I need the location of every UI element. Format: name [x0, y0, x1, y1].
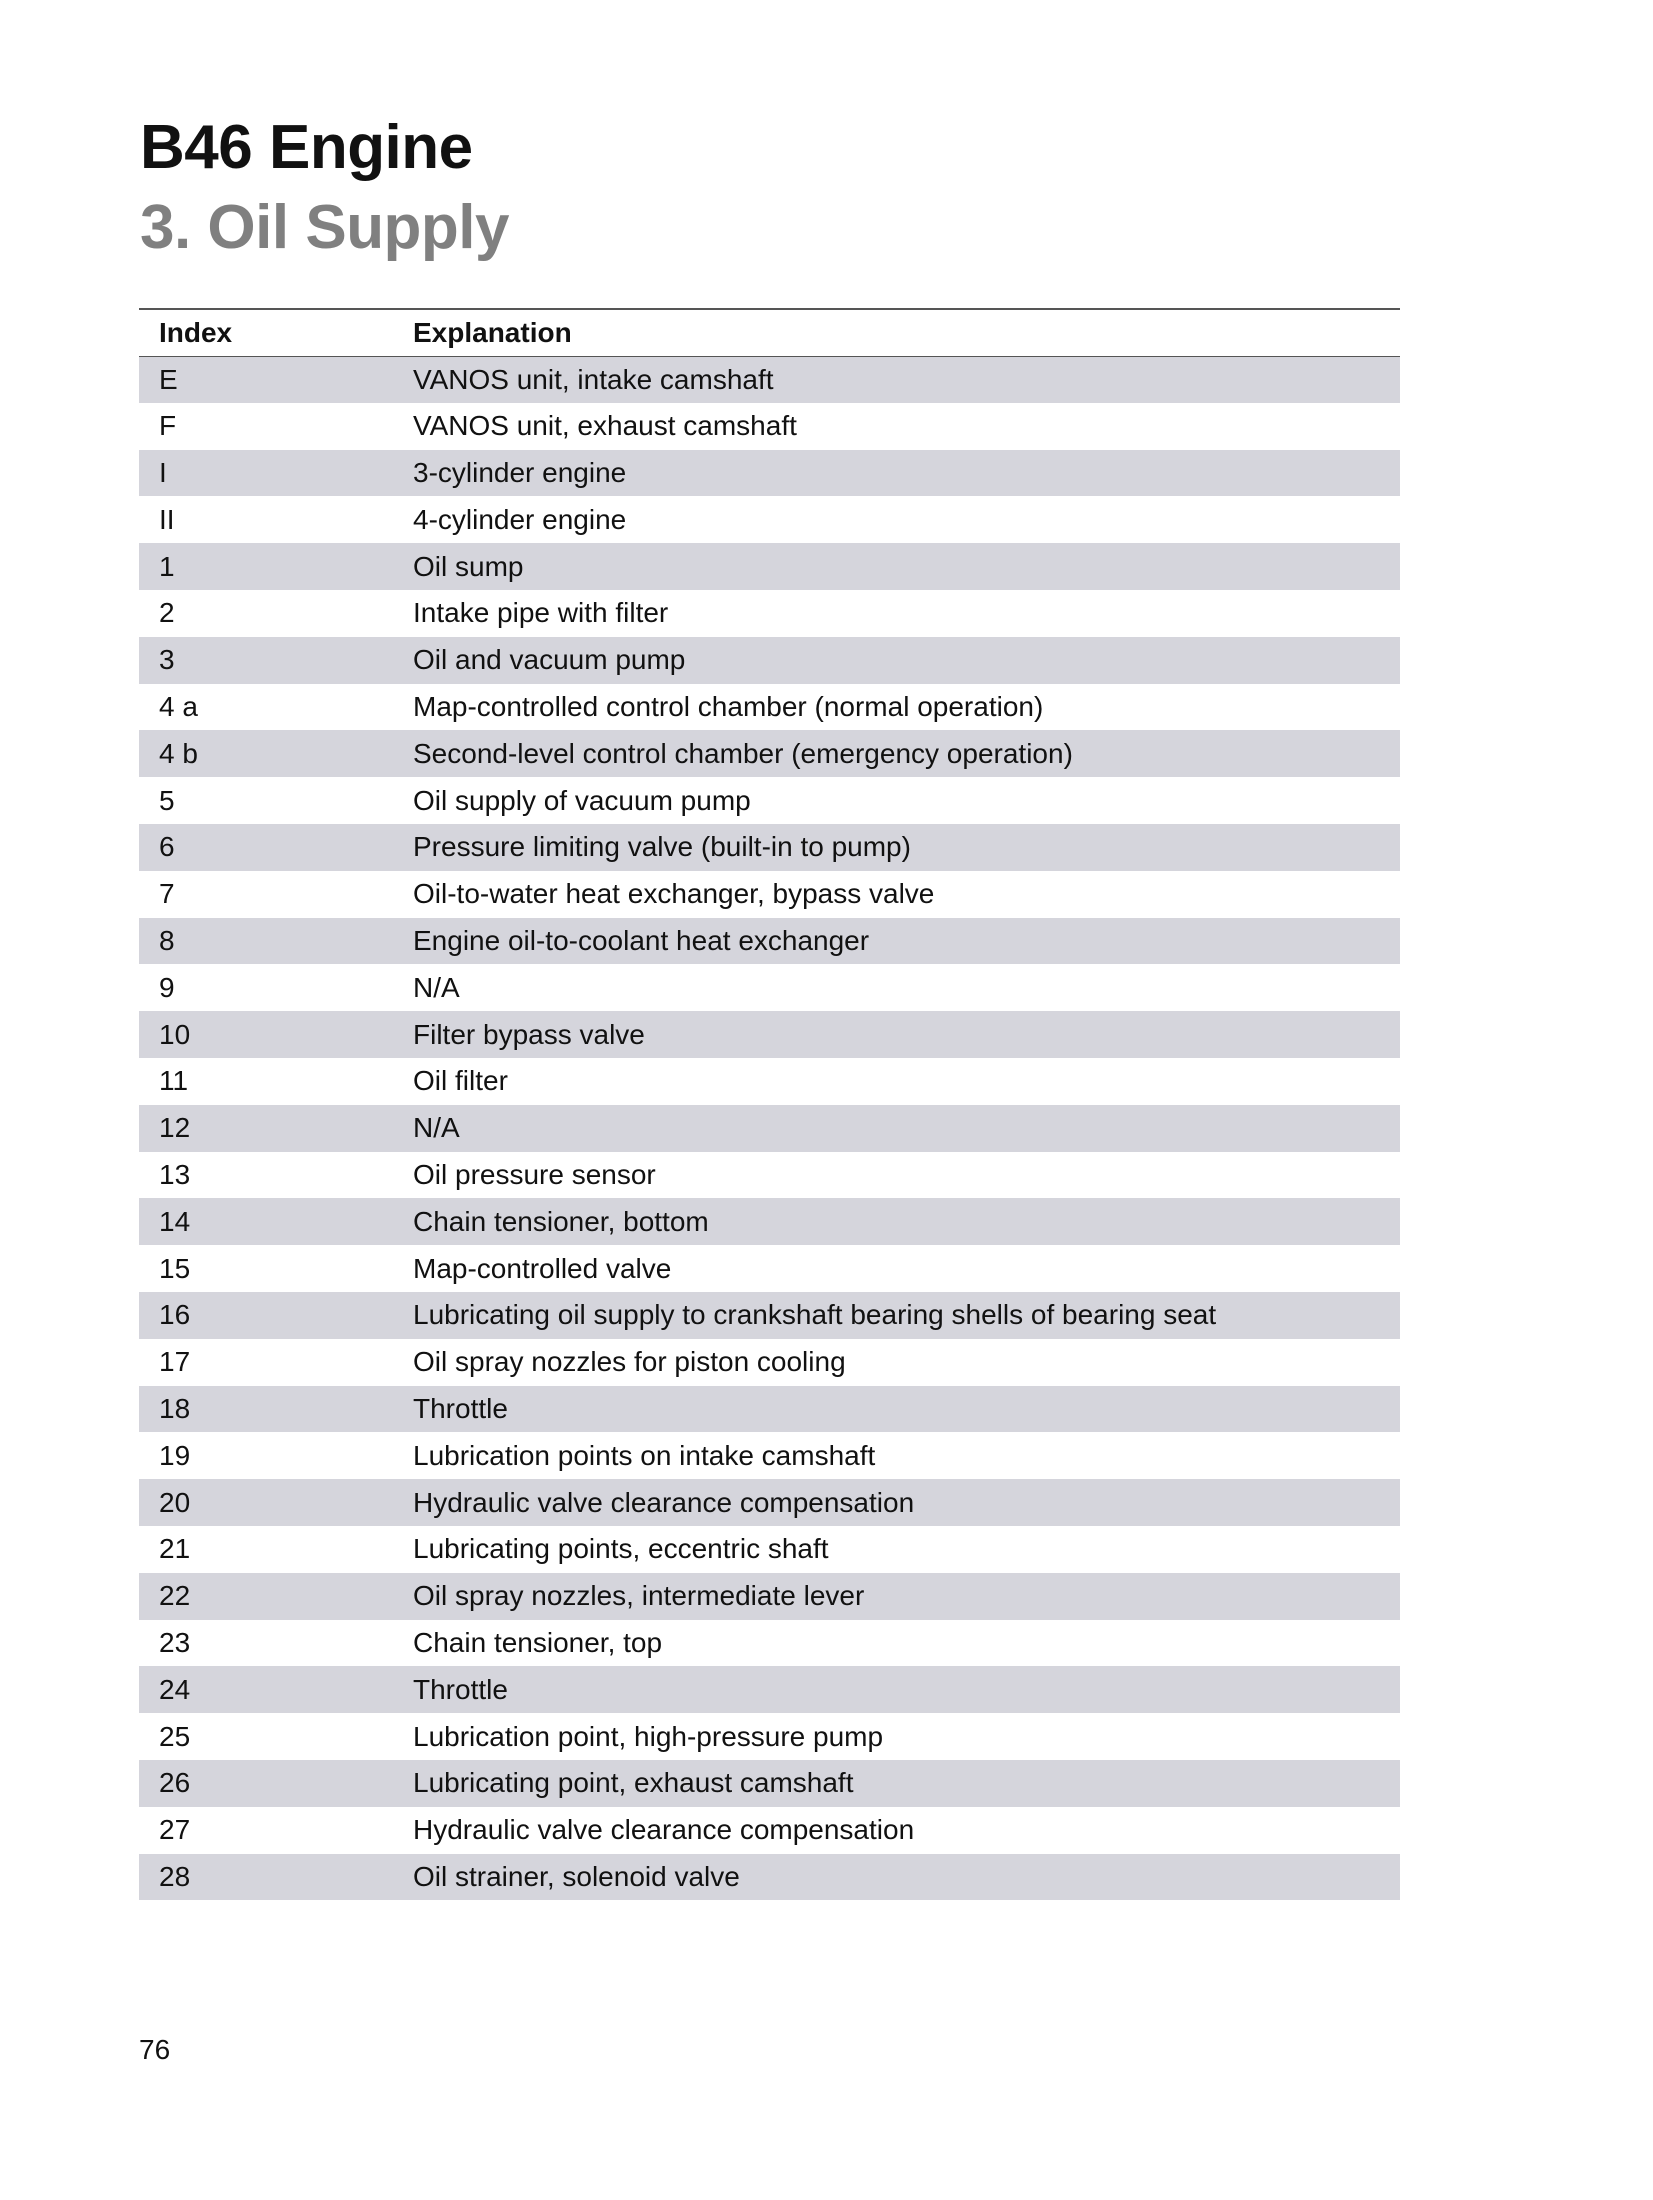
table-row — [139, 590, 1400, 637]
table-row — [139, 1339, 1400, 1386]
cell-explanation: Lubricating points, eccentric shaft — [413, 1533, 829, 1565]
cell-explanation: Chain tensioner, top — [413, 1626, 663, 1658]
cell-index: 12 — [139, 1105, 393, 1152]
cell-explanation: VANOS unit, intake camshaft — [393, 356, 1400, 403]
cell-index: 16 — [139, 1292, 393, 1339]
page-number: 76 — [139, 2034, 171, 2065]
section-subtitle: 3. Oil Supply — [140, 193, 510, 262]
table-row — [139, 1245, 1400, 1292]
table-row — [139, 730, 1400, 777]
cell-explanation: N/A — [413, 971, 460, 1003]
cell-index: 25 — [159, 1720, 191, 1752]
cell-explanation: Map-controlled control chamber (normal operation) — [413, 690, 1044, 722]
table-row — [139, 871, 1400, 918]
cell-explanation: Oil spray nozzles, intermediate lever — [393, 1573, 1400, 1620]
cell-index: 22 — [139, 1573, 393, 1620]
table-row — [139, 1105, 1400, 1152]
table-row — [139, 1526, 1400, 1573]
table-row — [139, 1152, 1400, 1199]
table-header-row — [139, 309, 1400, 356]
table-row — [139, 403, 1400, 450]
table-row — [139, 496, 1400, 543]
table-row — [139, 450, 1400, 497]
cell-index: 1 — [139, 543, 393, 590]
cell-explanation: Lubrication points on intake camshaft — [413, 1439, 876, 1471]
cell-index: 6 — [139, 824, 393, 871]
legend-table-container — [139, 308, 1400, 1900]
cell-index: 3 — [139, 637, 393, 684]
cell-explanation: 4-cylinder engine — [413, 503, 627, 535]
table-row — [139, 1198, 1400, 1245]
cell-explanation: Oil-to-water heat exchanger, bypass valve — [413, 878, 935, 910]
cell-explanation: VANOS unit, exhaust camshaft — [413, 410, 797, 442]
cell-explanation: Filter bypass valve — [393, 1011, 1400, 1058]
column-header-explanation: Explanation — [393, 309, 1400, 356]
cell-index: 4 b — [139, 730, 393, 777]
cell-index: 14 — [139, 1198, 393, 1245]
legend-table — [139, 308, 1400, 1900]
table-row — [139, 1807, 1400, 1854]
table-row — [139, 964, 1400, 1011]
cell-index: 20 — [139, 1479, 393, 1526]
cell-explanation: Oil strainer, solenoid valve — [393, 1854, 1400, 1901]
cell-index: 7 — [159, 878, 175, 910]
table-row — [139, 543, 1400, 590]
cell-explanation: Oil spray nozzles for piston cooling — [413, 1346, 846, 1378]
cell-index: 21 — [159, 1533, 191, 1565]
cell-explanation: Oil pressure sensor — [413, 1158, 656, 1190]
table-row — [139, 356, 1400, 403]
cell-index: 8 — [139, 918, 393, 965]
table-row — [139, 637, 1400, 684]
cell-explanation: Map-controlled valve — [413, 1252, 672, 1284]
table-row — [139, 1292, 1400, 1339]
cell-index: I — [139, 450, 393, 497]
cell-index: 11 — [159, 1065, 189, 1097]
cell-index: 17 — [159, 1346, 191, 1378]
cell-explanation: Pressure limiting valve (built-in to pump) — [393, 824, 1400, 871]
cell-explanation: Second-level control chamber (emergency operation) — [393, 730, 1400, 777]
table-row — [139, 824, 1400, 871]
page-title: B46 Engine — [140, 113, 473, 182]
column-header-index: Index — [139, 309, 393, 356]
table-row — [139, 1620, 1400, 1667]
cell-index: 15 — [159, 1252, 191, 1284]
cell-explanation: Oil supply of vacuum pump — [413, 784, 751, 816]
table-row — [139, 1011, 1400, 1058]
table-row — [139, 684, 1400, 731]
cell-index: 26 — [139, 1760, 393, 1807]
cell-index: E — [139, 356, 393, 403]
table-row — [139, 1666, 1400, 1713]
table-row — [139, 918, 1400, 965]
cell-index: 23 — [159, 1626, 191, 1658]
cell-explanation: N/A — [393, 1105, 1400, 1152]
cell-index: F — [159, 410, 177, 442]
cell-index: II — [159, 503, 175, 535]
cell-explanation: Lubrication point, high-pressure pump — [413, 1720, 884, 1752]
table-header — [139, 309, 1400, 356]
table-row — [139, 1573, 1400, 1620]
table-row — [139, 777, 1400, 824]
cell-index: 10 — [139, 1011, 393, 1058]
cell-explanation: Lubricating point, exhaust camshaft — [393, 1760, 1400, 1807]
cell-index: 4 a — [159, 690, 198, 722]
cell-index: 24 — [139, 1666, 393, 1713]
cell-index: 13 — [159, 1158, 191, 1190]
table-row — [139, 1479, 1400, 1526]
cell-explanation: Oil sump — [393, 543, 1400, 590]
cell-index: 19 — [159, 1439, 191, 1471]
cell-explanation: Throttle — [393, 1386, 1400, 1433]
cell-explanation: 3-cylinder engine — [393, 450, 1400, 497]
cell-explanation: Oil filter — [413, 1065, 508, 1097]
table-row — [139, 1058, 1400, 1105]
cell-index: 18 — [139, 1386, 393, 1433]
cell-explanation: Oil and vacuum pump — [393, 637, 1400, 684]
cell-index: 2 — [159, 597, 175, 629]
table-row — [139, 1432, 1400, 1479]
cell-explanation: Engine oil-to-coolant heat exchanger — [393, 918, 1400, 965]
cell-index: 28 — [139, 1854, 393, 1901]
cell-explanation: Chain tensioner, bottom — [393, 1198, 1400, 1245]
cell-explanation: Hydraulic valve clearance compensation — [413, 1814, 915, 1846]
cell-explanation: Throttle — [393, 1666, 1400, 1713]
cell-index: 9 — [159, 971, 175, 1003]
cell-explanation: Intake pipe with filter — [413, 597, 669, 629]
cell-index: 27 — [159, 1814, 191, 1846]
cell-index: 5 — [159, 784, 175, 816]
cell-explanation: Lubricating oil supply to crankshaft bearing shells of bearing seat — [393, 1292, 1400, 1339]
table-row — [139, 1854, 1400, 1901]
cell-explanation: Hydraulic valve clearance compensation — [393, 1479, 1400, 1526]
table-body — [139, 356, 1400, 1900]
table-row — [139, 1713, 1400, 1760]
table-row — [139, 1386, 1400, 1433]
table-row — [139, 1760, 1400, 1807]
